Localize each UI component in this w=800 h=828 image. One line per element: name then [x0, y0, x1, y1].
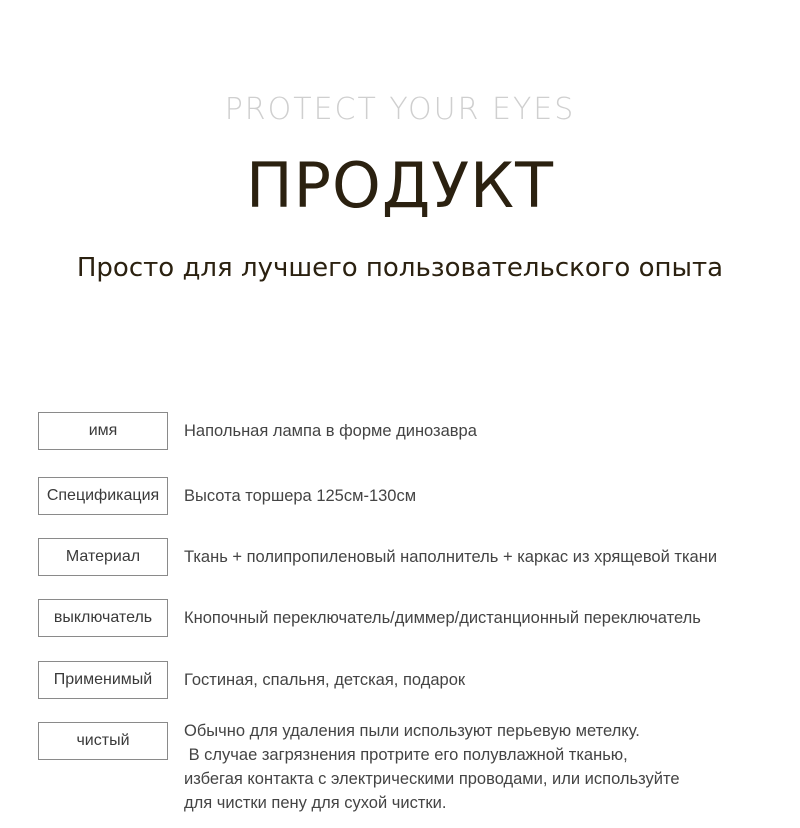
cleaning-line: В случае загрязнения протрите его полувлажной тканью,	[184, 746, 628, 764]
spec-value-multiline	[184, 719, 784, 815]
eyebrow-text: PROTECT YOUR EYES	[224, 92, 576, 127]
spec-value: Высота торшера 125см-130см	[184, 486, 417, 505]
spec-row-specification	[38, 477, 416, 515]
spec-label: Спецификация	[38, 477, 168, 515]
spec-value: Гостиная, спальня, детская, подарок	[184, 670, 466, 689]
spec-row-name	[38, 412, 477, 450]
spec-value: Ткань + полипропиленовый наполнитель + каркас из хрящевой ткани	[184, 547, 718, 566]
spec-label: Материал	[38, 538, 168, 576]
spec-row-applicable	[38, 661, 465, 699]
cleaning-line: избегая контакта с электрическими проводами, или используйте	[184, 770, 680, 788]
spec-row-material	[38, 538, 717, 576]
spec-row-switch	[38, 599, 701, 637]
spec-row-cleaning	[38, 722, 784, 815]
spec-value: Напольная лампа в форме динозавра	[184, 421, 477, 440]
spec-label: имя	[38, 412, 168, 450]
cleaning-line: для чистки пену для сухой чистки.	[184, 794, 447, 812]
spec-label: выключатель	[38, 599, 168, 637]
spec-label: чистый	[38, 722, 168, 760]
page-title: ПРОДУКТ	[246, 149, 554, 222]
spec-value: Кнопочный переключатель/диммер/дистанционный переключатель	[184, 608, 701, 627]
spec-label: Применимый	[38, 661, 168, 699]
cleaning-line: Обычно для удаления пыли используют перьевую метелку.	[184, 722, 640, 740]
page-subtitle: Просто для лучшего пользовательского опыта	[76, 253, 724, 283]
